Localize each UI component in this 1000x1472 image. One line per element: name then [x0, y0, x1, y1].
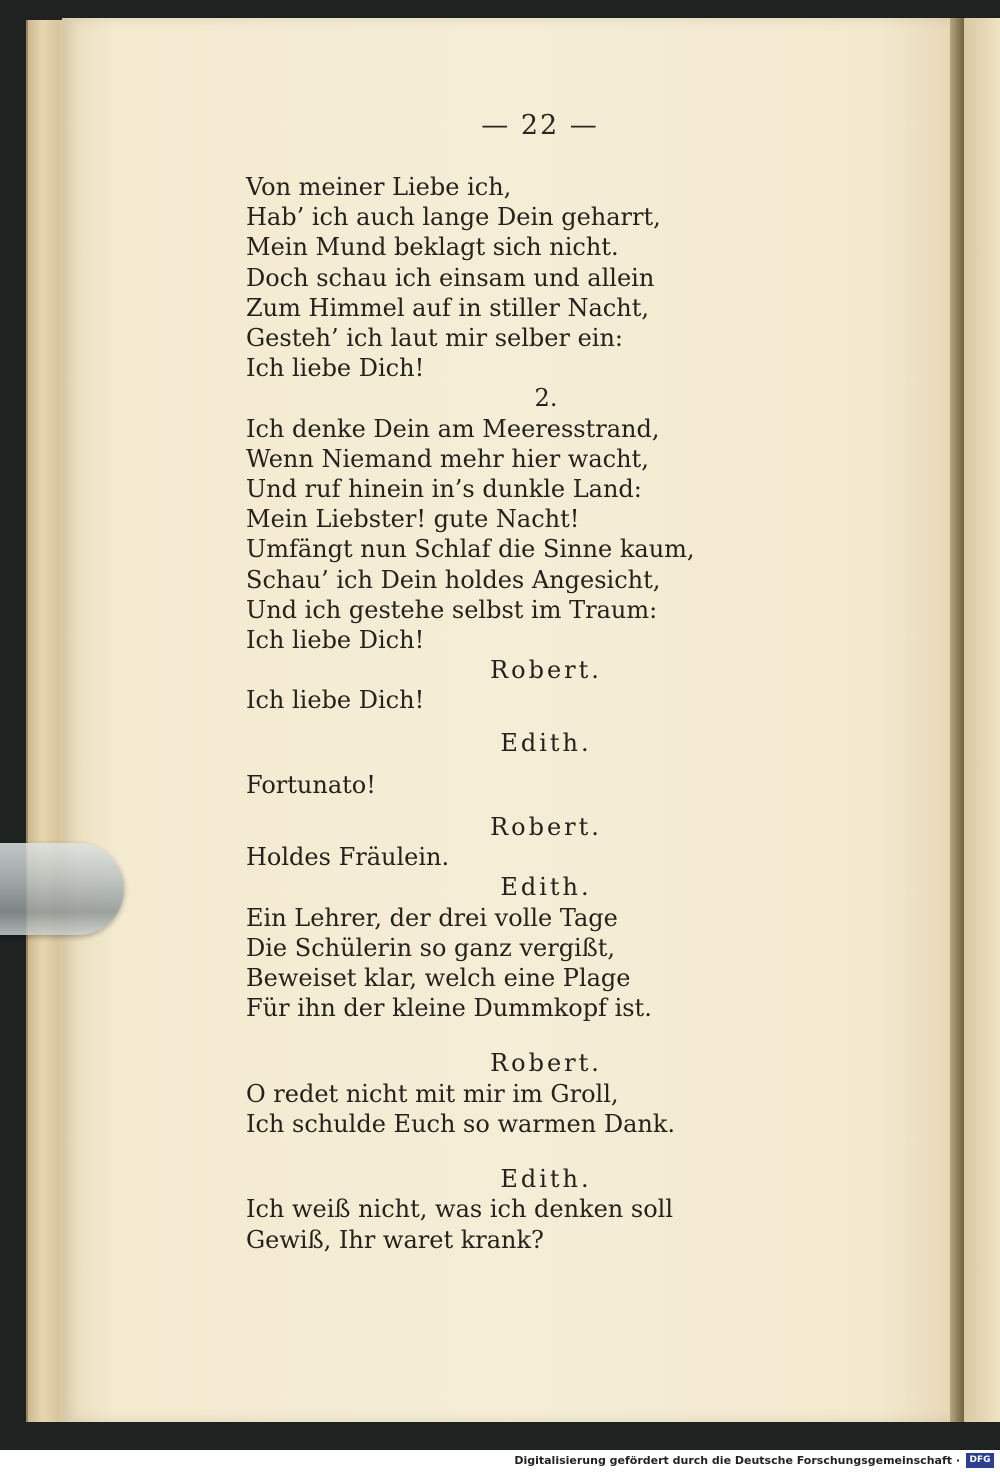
page-number: — 22 — [481, 110, 599, 141]
verse-line: Ein Lehrer, der drei volle Tage [246, 903, 618, 932]
verse-line: Von meiner Liebe ich, [246, 173, 512, 201]
funding-credit: Digitalisierung gefördert durch die Deutsche Forschungsgemeinschaft · [514, 1454, 960, 1467]
dfg-logo: DFG [966, 1453, 994, 1468]
verse-line: Und ich gestehe selbst im Traum: [246, 595, 658, 624]
dialogue-line: Fortunato! [246, 770, 376, 799]
verse-line: Und ruf hinein in’s dunkle Land: [246, 475, 642, 504]
stanza-number: 2. [534, 384, 558, 413]
stanza-edith-final [246, 1194, 686, 1254]
verse-line: Wenn Niemand mehr hier wacht, [246, 444, 649, 473]
verse-line: Gewiß, Ihr waret krank? [246, 1225, 544, 1254]
facing-page-edge [964, 18, 1000, 1422]
verse-line: Zum Himmel auf in stiller Nacht, [246, 293, 649, 322]
book-gutter [950, 18, 964, 1422]
speaker-edith: Edith. [500, 728, 592, 757]
verse-line: Ich denke Dein am Meeresstrand, [246, 414, 660, 443]
verse-line: Die Schülerin so ganz vergißt, [246, 933, 616, 962]
dialogue-line: Holdes Fräulein. [246, 843, 450, 872]
digitization-footer [0, 1450, 1000, 1472]
verse-line: Umfängt nun Schlaf die Sinne kaum, [246, 535, 695, 564]
verse-line: Für ihn der kleine Dummkopf ist. [246, 994, 652, 1023]
verse-line: Schau’ ich Dein holdes Angesicht, [246, 565, 661, 594]
speaker-robert: Robert. [490, 656, 602, 685]
verse-line: Mein Mund beklagt sich nicht. [246, 233, 619, 262]
stanza-robert [246, 1079, 686, 1139]
page-clip [0, 843, 124, 935]
verse-line: Ich liebe Dich! [246, 354, 425, 383]
dialogue-line: Ich liebe Dich! [246, 686, 425, 715]
verse-line: Mein Liebster! gute Nacht! [246, 505, 580, 534]
speaker-robert: Robert. [490, 813, 602, 842]
verse-line: Hab’ ich auch lange Dein geharrt, [246, 203, 661, 232]
speaker-edith: Edith. [500, 873, 592, 902]
verse-line: Beweiset klar, welch eine Plage [246, 964, 631, 993]
verse-line: Ich weiß nicht, was ich denken soll [246, 1195, 673, 1224]
verse-line: Gesteh’ ich laut mir selber ein: [246, 324, 623, 353]
speaker-robert: Robert. [490, 1049, 602, 1078]
stanza-1 [246, 172, 686, 383]
verse-line: Ich schulde Euch so warmen Dank. [246, 1109, 675, 1138]
page-text [246, 172, 695, 1255]
speaker-edith: Edith. [500, 1165, 592, 1194]
stanza-2 [246, 414, 695, 656]
verse-line: Doch schau ich einsam und allein [246, 263, 655, 292]
verse-line: O redet nicht mit mir im Groll, [246, 1079, 619, 1108]
verse-line: Ich liebe Dich! [246, 626, 425, 655]
stanza-edith [246, 903, 686, 1024]
